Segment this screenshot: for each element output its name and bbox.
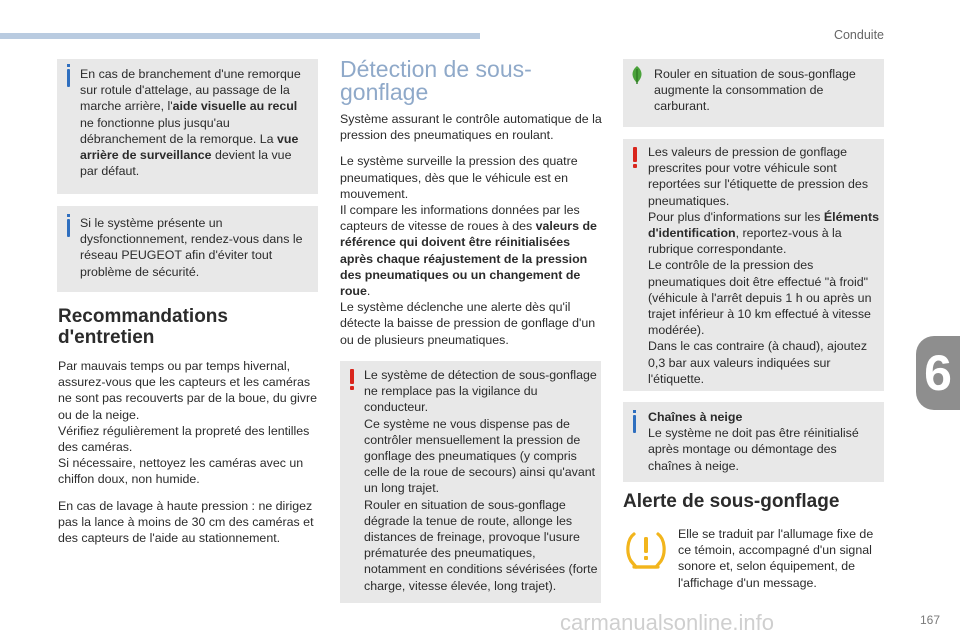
header-accent-bar xyxy=(0,33,480,39)
info-text-trailer: En cas de branchement d'une remorque sur rotule d'attelage, au passage de la marche arrière, l'aide visuelle au recul ne fonctionne plus jusqu'au débranchement de la remorque. La vue arrière de surveillance devient la vue par défaut. xyxy=(80,67,301,179)
warning-box-vigilance xyxy=(340,361,601,603)
info-box-trailer xyxy=(57,59,318,194)
leaf-icon xyxy=(629,65,645,85)
info-text-malfunction: Si le système présente un dysfonctionnement, rendez-vous dans le réseau PEUGEOT afin d'éviter tout problème de sécurité. xyxy=(80,216,303,279)
info-box-snow-chains xyxy=(623,402,884,482)
warning-icon xyxy=(633,147,637,162)
page-number: 167 xyxy=(919,613,940,627)
chapter-tab: 6 xyxy=(916,336,960,410)
warning-icon-dot xyxy=(350,386,354,390)
tyre-pressure-warning-icon xyxy=(622,525,670,573)
heading-underinflation-detection: Détection de sous-gonflage xyxy=(340,56,532,105)
pressure-washing-paragraph: En cas de lavage à haute pression : ne dirigez pas la lance à moins de 30 cm des caméras et des capteurs de l'aide au stationnement. xyxy=(58,498,314,546)
warning-text-vigilance: Le système de détection de sous-gonflage ne remplace pas la vigilance du conducteur. Ce système ne vous dispense pas de contrôler mensuellement la pression de gonflage des pneumatiques (y compris celle de la roue de secours) ainsi qu'avant un long trajet. Rouler en situation de sous-gonflage dégrade la tenue de route, allonge les distances de freinage, provoque l'usure prématurée des pneumatiques, notamment en conditions sévérisées (forte charge, vitesse élevée, long trajet). xyxy=(364,368,598,593)
info-icon-dot xyxy=(67,214,70,217)
heading-underinflation-alert: Alerte de sous-gonflage xyxy=(623,491,840,512)
snow-chains-text: Chaînes à neige Le système ne doit pas être réinitialisé après montage ou démontage des chaînes à neige. xyxy=(648,410,859,473)
warning-icon-dot xyxy=(633,164,637,168)
watermark: carmanualsonline.info xyxy=(560,610,775,635)
detection-intro: Système assurant le contrôle automatique de la pression des pneumatiques en roulant. xyxy=(340,112,602,143)
info-icon xyxy=(67,219,70,237)
warning-box-pressure xyxy=(623,139,884,391)
maintenance-paragraph: Par mauvais temps ou par temps hivernal, assurez-vous que les capteurs et les caméras ne sont pas recouverts par de la boue, du givre ou de la neige. Vérifiez régulièrement la propreté des lentilles des caméras. Si nécessaire, nettoyez les caméras avec un chiffon doux, non humide. xyxy=(58,359,317,487)
section-title: Conduite xyxy=(833,28,884,42)
detection-body: Le système surveille la pression des quatre pneumatiques, dès que le véhicule est en mouvement. Il compare les informations données par les capteurs de vitesse de roues à des valeurs de référence qui doivent être réinitialisées après chaque réajustement de la pression des pneumatiques ou un changement de roue. Le système déclenche une alerte dès qu'il détecte la baisse de pression de gonflage d'un ou de plusieurs pneumatiques. xyxy=(340,154,597,347)
detection-text xyxy=(340,111,604,358)
eco-box xyxy=(623,59,884,127)
alert-text: Elle se traduit par l'allumage fixe de ce témoin, accompagné d'un signal sonore et, selon équipement, de l'affichage d'un message. xyxy=(678,527,874,590)
warning-icon xyxy=(350,369,354,384)
heading-maintenance: Recommandations d'entretien xyxy=(58,306,228,348)
info-box-malfunction xyxy=(57,206,318,292)
maintenance-text xyxy=(58,358,320,556)
info-icon xyxy=(67,69,70,87)
info-icon-dot xyxy=(67,64,70,67)
info-icon-dot xyxy=(633,410,636,413)
info-icon xyxy=(633,415,636,433)
warning-text-pressure: Les valeurs de pression de gonflage prescrites pour votre véhicule sont reportées sur l'étiquette de pression des pneumatiques. Pour plus d'informations sur les Éléments d'identification, reportez-vous à la rubrique correspondante. Le contrôle de la pression des pneumatiques doit être effectué "à froid" (véhicule à l'arrêt depuis 1 h ou après un trajet inférieur à 10 km effectué à vitesse modérée). Dans le cas contraire (à chaud), ajoutez 0,3 bar aux valeurs indiquées sur l'étiquette. xyxy=(648,145,880,386)
eco-text: Rouler en situation de sous-gonflage augmente la consommation de carburant. xyxy=(654,67,856,114)
